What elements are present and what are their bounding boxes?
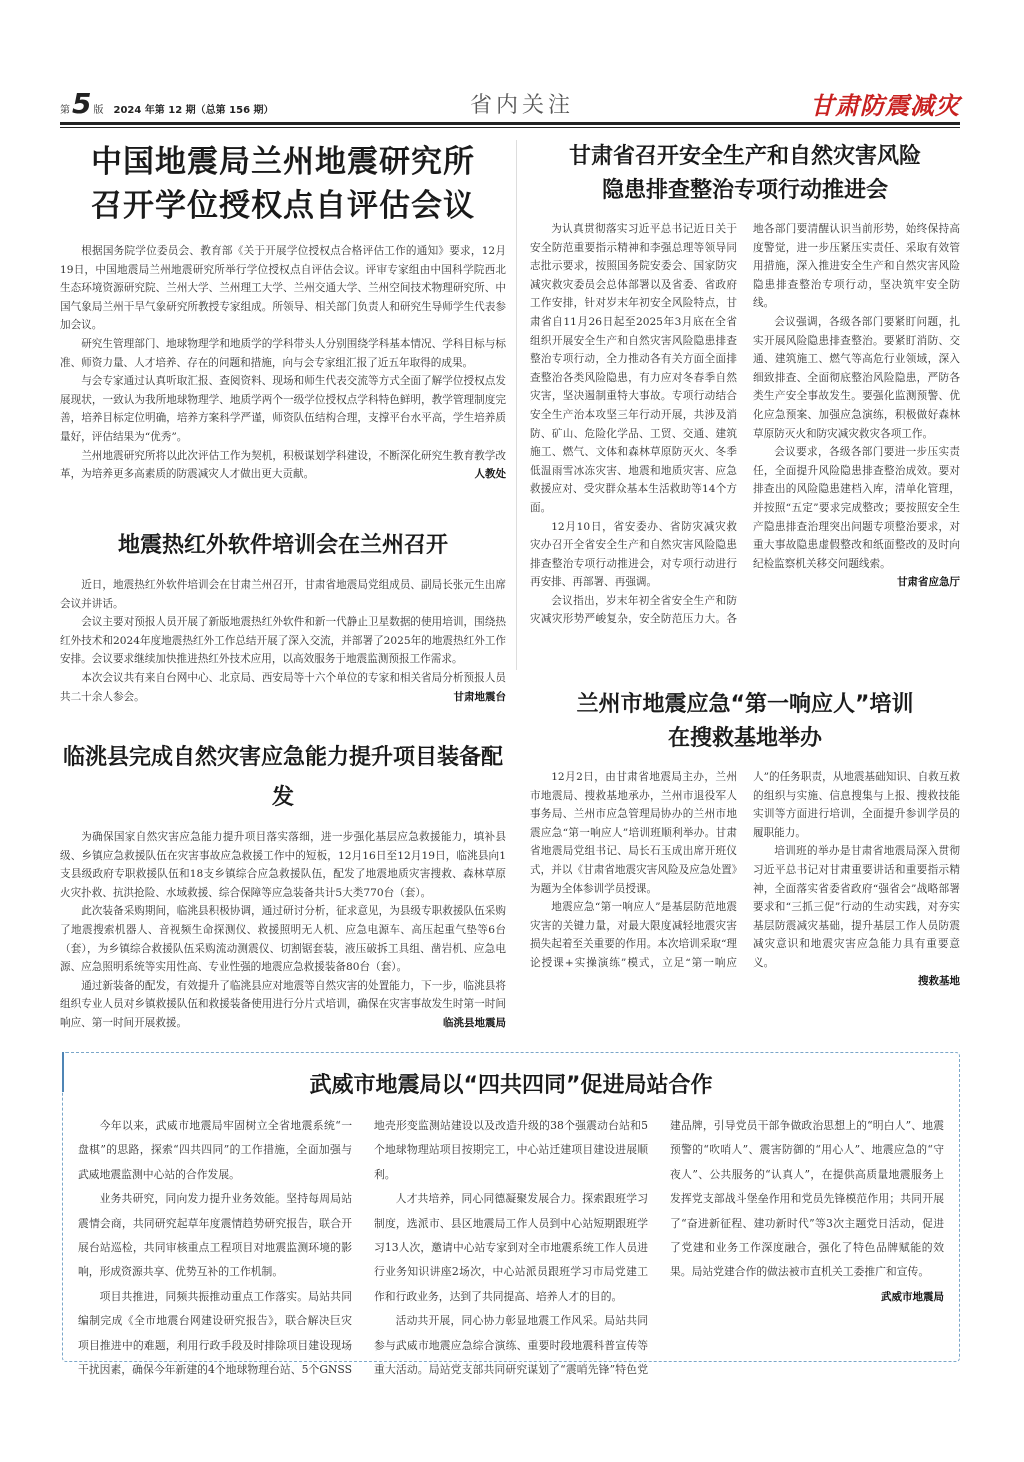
box-accent [62, 1052, 64, 1092]
article-title: 地震热红外软件培训会在兰州召开 [117, 533, 448, 558]
article-title: 兰州市地震应急“第一响应人”培训 在搜救基地举办 [576, 692, 914, 751]
article-source: 搜救基地 [918, 974, 960, 987]
masthead-logo: 甘肃防震减灾 [810, 91, 960, 120]
article-body: 为确保国家自然灾害应急能力提升项目落实落细，进一步强化基层应急救援能力，填补县级、乡镇应急救援队伍在灾害事故应急救援工作中的短板，12月16日至12月19日，临洮县向1支县级政府专职救援队伍和18支乡镇综合应急救援队伍，配发了地震地质灾害搜救、森林草原火灾扑救、抗洪抢险、水域救援、综合保障等应急装备共计5大类770台（套）。 此次装备采购期间，临洮县积极协调，通过研讨分析，征求意见，为县级专职救援队伍采购了地震搜索机器人、音视频生命探测仪、救援照明无人机、应急电源车、高压起重气垫等6台（套），为乡镇综合救援队伍采购流动测震仪、切割锯套装，液压破拆工具组、凿岩机、应急电源、应急照明系统等实用性高、专业性强的地震应急救援装备80台（套）。 通过新装备的配发，有效提升了临洮县应对地震等自然灾害的处置能力，下一步，临洮县将组织专业人员对乡镇救援队伍和救援装备使用进行分片式培训，确保在灾害事故发生时第一时间响应、第一时间开展救援。 临洮县地震局 [60, 828, 506, 1033]
header-rule-thin [60, 127, 960, 128]
article-lintao-equipment [60, 738, 506, 1033]
article-body: 根据国务院学位委员会、教育部《关于开展学位授权点合格评估工作的通知》要求，12月19日，中国地震局兰州地震研究所举行学位授权点自评估会议。评审专家组由中国科学院西北生态环境资源研究院、兰州大学、兰州理工大学、兰州交通大学、兰州空间技术物理研究所、中国气象局兰州干旱气象研究所教授专家组成。所领导、相关部门负责人和研究生导师学生代表参加会议。 研究生管理部门、地球物理学和地质学的学科带头人分别围绕学科基本情况、学科目标与标准、师资力量、人才培养、存在的问题和措施，向与会专家组汇报了近五年取得的成果。 与会专家通过认真听取汇报、查阅资料、现场和师生代表交流等方式全面了解学位授权点发展现状，一致认为我所地球物理学、地质学两个一级学位授权点学科特色鲜明，教学管理制度完善，培养目标定位明确，培养方案科学严谨，师资队伍结构合理，支撑平台水平高，学生培养质量好，评估结果为“优秀”。 兰州地震研究所将以此次评估工作为契机，积极谋划学科建设，不断深化研究生教育教学改革，为培养更多高素质的防震减灾人才做出更大贡献。 人教处 [60, 242, 506, 484]
article-body: 12月2日，由甘肃省地震局主办，兰州市地震局、搜救基地承办，兰州市退役军人事务局、兰州市应急管理局协办的兰州市地震应急“第一响应人”培训班顺利举办。甘肃省地震局党组书记、局长石玉成出席开班仪式，并以《甘肃省地震灾害风险及应急处置》为题为全体参训学员授课。 地震应急“第一响应人”是基层防范地震灾害的关键力量，对最大限度减轻地震灾害损失起着至关重要的作用。本次培训采取“理论授课+实操演练”模式，立足“第一响应人”的任务职责，从地震基础知识、自救互救的组织与实施、信息搜集与上报、搜救技能实训等方面进行培训，全面提升参训学员的履职能力。 培训班的举办是甘肃省地震局深入贯彻习近平总书记对甘肃重要讲话和重要指示精神，全面落实省委省政府“强省会”战略部署要求和“三抓三促”行动的生动实践，对夯实基层防震减灾基础，提升基层工作人员防震减灾意识和地震灾害应急能力具有重要意义。 搜救基地 [530, 771, 960, 987]
article-wuwei-cooperation [78, 1066, 944, 1382]
header-rule [60, 122, 960, 125]
issue-info: 2024 年第 12 期（总第 156 期） [113, 105, 274, 116]
page-number-block [60, 87, 274, 120]
article-body: 今年以来，武威市地震局牢固树立全省地震系统“一盘棋”的思路，探索“四共四同”的工作措施，全面加强与武威地震监测中心站的合作发展。 业务共研究，同向发力提升业务效能。坚持每周局站震情会商，共同研究起草年度震情趋势研究报告，联合开展台站巡检，共同审核重点工程项目对地震监测环境的影响，形成资源共享、优势互补的工作机制。 项目共推进，同频共振推动重点工作落实。局站共同编制完成《全市地震台网建设研究报告》，联合解决巨灾项目推进中的难题，利用行政手段及时排除项目建设现场干扰因素，确保今年新建的4个地球物理台站、5个GNSS地壳形变监测站建设以及改造升级的38个强震动台站和5个地球物理站项目按期完工，中心站迁建项目建设进展顺利。 人才共培养，同心同德凝聚发展合力。探索跟班学习制度，选派市、县区地震局工作人员到中心站短期跟班学习13人次，邀请中心站专家到对全市地震系统工作人员进行业务知识讲座2场次，中心站派员跟班学习市局党建工作和行政业务，达到了共同提高、培养人才的目的。 活动共开展，同心协力彰显地震工作风采。局站共同参与武威市地震应急综合演练、重要时段地震科普宣传等重大活动。局站党支部共同研究谋划了“震哨先锋”特色党建品牌，引导党员干部争做政治思想上的“明白人”、地震预警的“吹哨人”、震害防御的“用心人”、地震应急的“守夜人”、公共服务的“认真人”，在提供高质量地震服务上发挥党支部战斗堡垒作用和党员先锋模范作用；共同开展了“奋进新征程、建功新时代”等3次主题党日活动，促进了党建和业务工作深度融合，强化了特色品牌赋能的效果。局站党建合作的做法被市直机关工委推广和宣传。 武威市地震局 [78, 1119, 944, 1377]
article-first-responder [530, 688, 960, 988]
article-source: 甘肃省应急厅 [897, 576, 960, 589]
page-prefix: 第 [60, 105, 70, 116]
article-source: 甘肃地震台 [453, 690, 506, 703]
section-title: 省内关注 [470, 93, 575, 118]
page-suffix: 版 [93, 105, 104, 116]
article-title: 临洮县完成自然灾害应急能力提升项目装备配发 [62, 745, 503, 810]
article-source: 武威市地震局 [881, 1290, 944, 1303]
column-divider [516, 140, 517, 670]
article-title: 甘肃省召开安全生产和自然灾害风险 隐患排查整治专项行动推进会 [568, 144, 921, 203]
article-body: 为认真贯彻落实习近平总书记近日关于安全防范重要指示精神和李强总理等领导同志批示要求，按照国务院安委会、国家防灾减灾救灾委员会总体部署以及省委、省政府工作安排，针对岁末年初安全风险特点，甘肃省自11月26日起至2025年3月底在全省组织开展安全生产和自然灾害风险隐患排查整治专项行动，全力推动各有关方面全面排查整治各类风险隐患，有力应对冬春季自然灾害，坚决遏制重特大事故。专项行动结合安全生产治本攻坚三年行动开展，共涉及消防、矿山、危险化学品、工贸、交通、建筑施工、燃气、文体和森林草原防灭火、冬季低温雨雪冰冻灾害、地震和地质灾害、应急救援应对、受灾群众基本生活救助等14个方面。 12月10日，省安委办、省防灾减灾救灾办召开全省安全生产和自然灾害风险隐患排查整治专项行动推进会，对专项行动进行再安排、再部署、再强调。 会议指出，岁末年初全省安全生产和防灾减灾形势严峻复杂，安全防范压力大。各地各部门要清醒认识当前形势，始终保持高度警觉，进一步压紧压实责任、采取有效管用措施，深入推进安全生产和自然灾害风险隐患排查整治专项行动，坚决筑牢安全防线。 会议强调，各级各部门要紧盯问题，扎实开展风险隐患排查整治。要紧盯消防、交通、建筑施工、燃气等高危行业领域，深入细致排查、全面彻底整治风险隐患，严防各类生产安全事故发生。要强化监测预警、优化应急预案、加强应急演练，积极做好森林草原防灭火和防灾减灾救灾各项工作。 会议要求，各级各部门要进一步压实责任，全面提升风险隐患排查整治成效。要对排查出的风险隐患建档入库，清单化管理，并按照“五定”要求完成整改；要按照安全生产隐患排查治理突出问题专项整治要求，对重大事故隐患虚假整改和纸面整改的及时向纪检监察机关移交问题线索。 甘肃省应急厅 [530, 223, 960, 626]
article-title: 武威市地震局以“四共四同”促进局站合作 [309, 1073, 713, 1098]
article-source: 人教处 [474, 468, 506, 481]
article-title: 中国地震局兰州地震研究所 召开学位授权点自评估会议 [91, 144, 475, 224]
article-body: 近日，地震热红外软件培训会在甘肃兰州召开，甘肃省地震局党组成员、副局长张元生出席会议并讲话。 会议主要对预报人员开展了新版地震热红外软件和新一代静止卫星数据的使用培训，围绕热红外技术和2024年度地震热红外工作总结开展了深入交流，并部署了2025年的地震热红外工作安排。会议要求继续加快推进热红外技术应用，以高效服务于地震监测预报工作需求。 本次会议共有来自台网中心、北京局、西安局等十六个单位的专家和相关省局分析预报人员共二十余人参会。 甘肃地震台 [60, 576, 506, 706]
article-academic-assessment [60, 140, 506, 484]
article-source: 临洮县地震局 [443, 1016, 506, 1029]
page-number: 5 [72, 87, 92, 120]
page-header [60, 86, 960, 120]
article-safety-inspection [530, 140, 960, 629]
article-thermal-infrared [60, 526, 506, 706]
